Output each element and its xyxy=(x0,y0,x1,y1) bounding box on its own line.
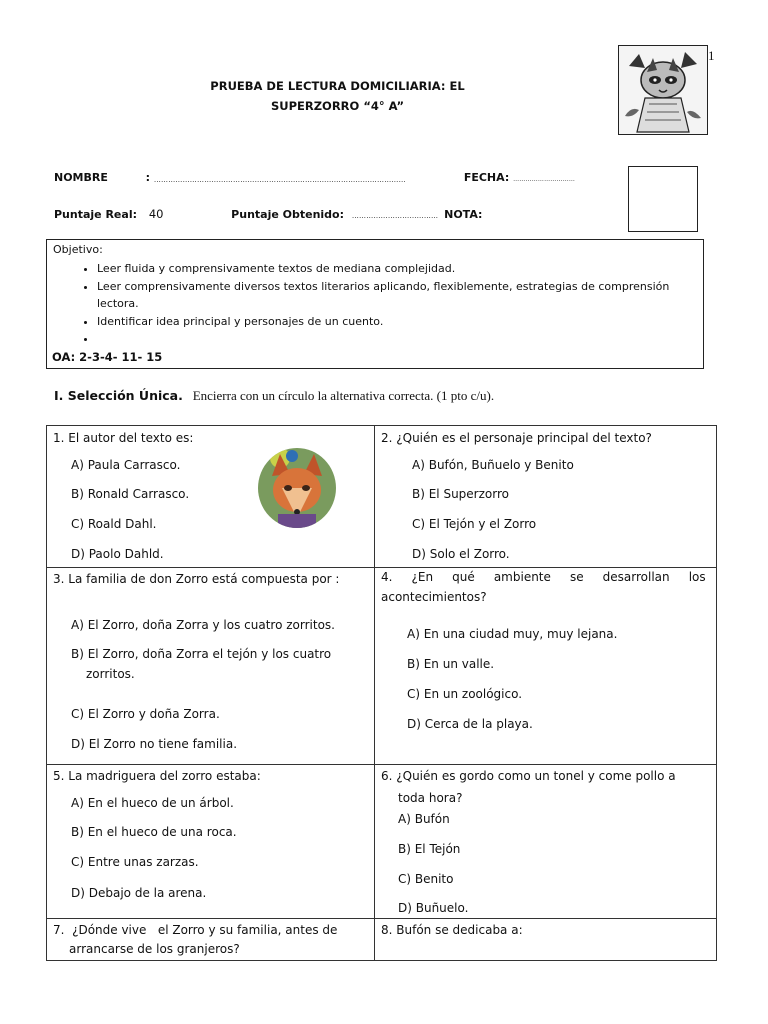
title-line-1: PRUEBA DE LECTURA DOMICILIARIA: EL xyxy=(210,79,465,93)
score-line xyxy=(54,207,482,221)
question-2-text: 2. ¿Quién es el personaje principal del texto? xyxy=(381,431,652,445)
q6-option-b[interactable]: B) El Tejón xyxy=(398,842,461,856)
title-line-2: SUPERZORRO “4° A” xyxy=(270,99,405,113)
section-heading xyxy=(54,388,494,404)
q4-option-a[interactable]: A) En una ciudad muy, muy lejana. xyxy=(407,627,618,641)
puntaje-real-label: Puntaje Real: xyxy=(54,208,137,221)
q4-option-c[interactable]: C) En un zoológico. xyxy=(407,687,523,701)
section-instruction: Encierra con un círculo la alternativa correcta. (1 pto c/u). xyxy=(192,388,495,403)
nombre-label: NOMBRE xyxy=(54,171,108,184)
name-line xyxy=(54,171,575,184)
q3-option-a[interactable]: A) El Zorro, doña Zorra y los cuatro zorritos. xyxy=(71,618,335,632)
q1-option-a[interactable]: A) Paula Carrasco. xyxy=(71,458,181,472)
q5-option-c[interactable]: C) Entre unas zarzas. xyxy=(71,855,199,869)
q2-option-a[interactable]: A) Bufón, Buñuelo y Benito xyxy=(412,458,574,472)
question-5-text: 5. La madriguera del zorro estaba: xyxy=(53,769,261,783)
fox-illustration xyxy=(618,45,708,135)
question-cell-3 xyxy=(46,567,375,765)
puntaje-obtenido-blank[interactable]: ……………………………… xyxy=(351,212,439,220)
q5-option-a[interactable]: A) En el hueco de un árbol. xyxy=(71,796,234,810)
q2-option-b[interactable]: B) El Superzorro xyxy=(412,487,509,501)
question-6-text-line1: 6. ¿Quién es gordo como un tonel y come pollo a xyxy=(381,769,676,783)
nombre-blank[interactable]: …………………………………………………………………………………………… xyxy=(153,176,406,184)
q6-option-a[interactable]: A) Bufón xyxy=(398,812,450,826)
nombre-separator: : xyxy=(145,171,150,184)
q3-option-b[interactable]: B) El Zorro, doña Zorra el tejón y los cuatro xyxy=(71,647,332,661)
q6-option-d[interactable]: D) Buñuelo. xyxy=(398,901,469,915)
question-3-text: 3. La familia de don Zorro está compuesta por : xyxy=(53,572,340,586)
puntaje-obtenido-label: Puntaje Obtenido: xyxy=(231,208,345,221)
q1-option-c[interactable]: C) Roald Dahl. xyxy=(71,517,157,531)
oa-codes: OA: 2-3-4- 11- 15 xyxy=(52,350,163,364)
question-7-text-line1: 7. ¿Dónde vive el Zorro y su familia, antes de xyxy=(53,923,338,937)
question-8-text: 8. Bufón se dedicaba a: xyxy=(381,923,523,937)
objective-item: • Leer fluida y comprensivamente textos de mediana complejidad. xyxy=(97,260,677,278)
question-6-text-line2: toda hora? xyxy=(398,791,463,805)
grade-box[interactable] xyxy=(628,166,698,232)
q3-option-c[interactable]: C) El Zorro y doña Zorra. xyxy=(71,707,220,721)
objective-box xyxy=(46,239,704,369)
fecha-blank[interactable]: ………………………… xyxy=(513,176,576,183)
fox-character-image xyxy=(258,448,336,528)
question-1-text: 1. El autor del texto es: xyxy=(53,431,194,445)
page-number: 1 xyxy=(708,48,715,63)
q3-option-b-cont[interactable]: zorritos. xyxy=(86,667,135,681)
q6-option-c[interactable]: C) Benito xyxy=(398,872,454,886)
puntaje-real-value: 40 xyxy=(148,207,164,221)
page-title xyxy=(150,76,525,116)
fecha-label: FECHA: xyxy=(463,171,510,184)
objective-item xyxy=(97,330,677,348)
nota-label: NOTA: xyxy=(444,208,483,221)
question-4-text-line1: 4. ¿En qué ambiente se desarrollan los xyxy=(381,570,706,584)
q3-option-d[interactable]: D) El Zorro no tiene familia. xyxy=(71,737,238,751)
q1-option-b[interactable]: B) Ronald Carrasco. xyxy=(71,487,190,501)
objective-item: • Identificar idea principal y personajes de un cuento. xyxy=(97,313,677,331)
q1-option-d[interactable]: D) Paolo Dahld. xyxy=(71,547,164,561)
objective-item: • Leer comprensivamente diversos textos literarios aplicando, flexiblemente, estrategias de comprensión lectora. xyxy=(97,278,677,313)
question-4-text-line2: acontecimientos? xyxy=(381,590,487,604)
q5-option-b[interactable]: B) En el hueco de una roca. xyxy=(71,825,237,839)
q4-option-b[interactable]: B) En un valle. xyxy=(407,657,495,671)
q2-option-d[interactable]: D) Solo el Zorro. xyxy=(412,547,510,561)
q4-option-d[interactable]: D) Cerca de la playa. xyxy=(407,717,533,731)
objective-title: Objetivo: xyxy=(53,243,103,256)
objective-list xyxy=(47,260,677,348)
q2-option-c[interactable]: C) El Tejón y el Zorro xyxy=(412,517,537,531)
q5-option-d[interactable]: D) Debajo de la arena. xyxy=(71,886,207,900)
section-title: I. Selección Única. xyxy=(54,388,183,403)
question-7-text-line2: arrancarse de los granjeros? xyxy=(69,942,240,956)
